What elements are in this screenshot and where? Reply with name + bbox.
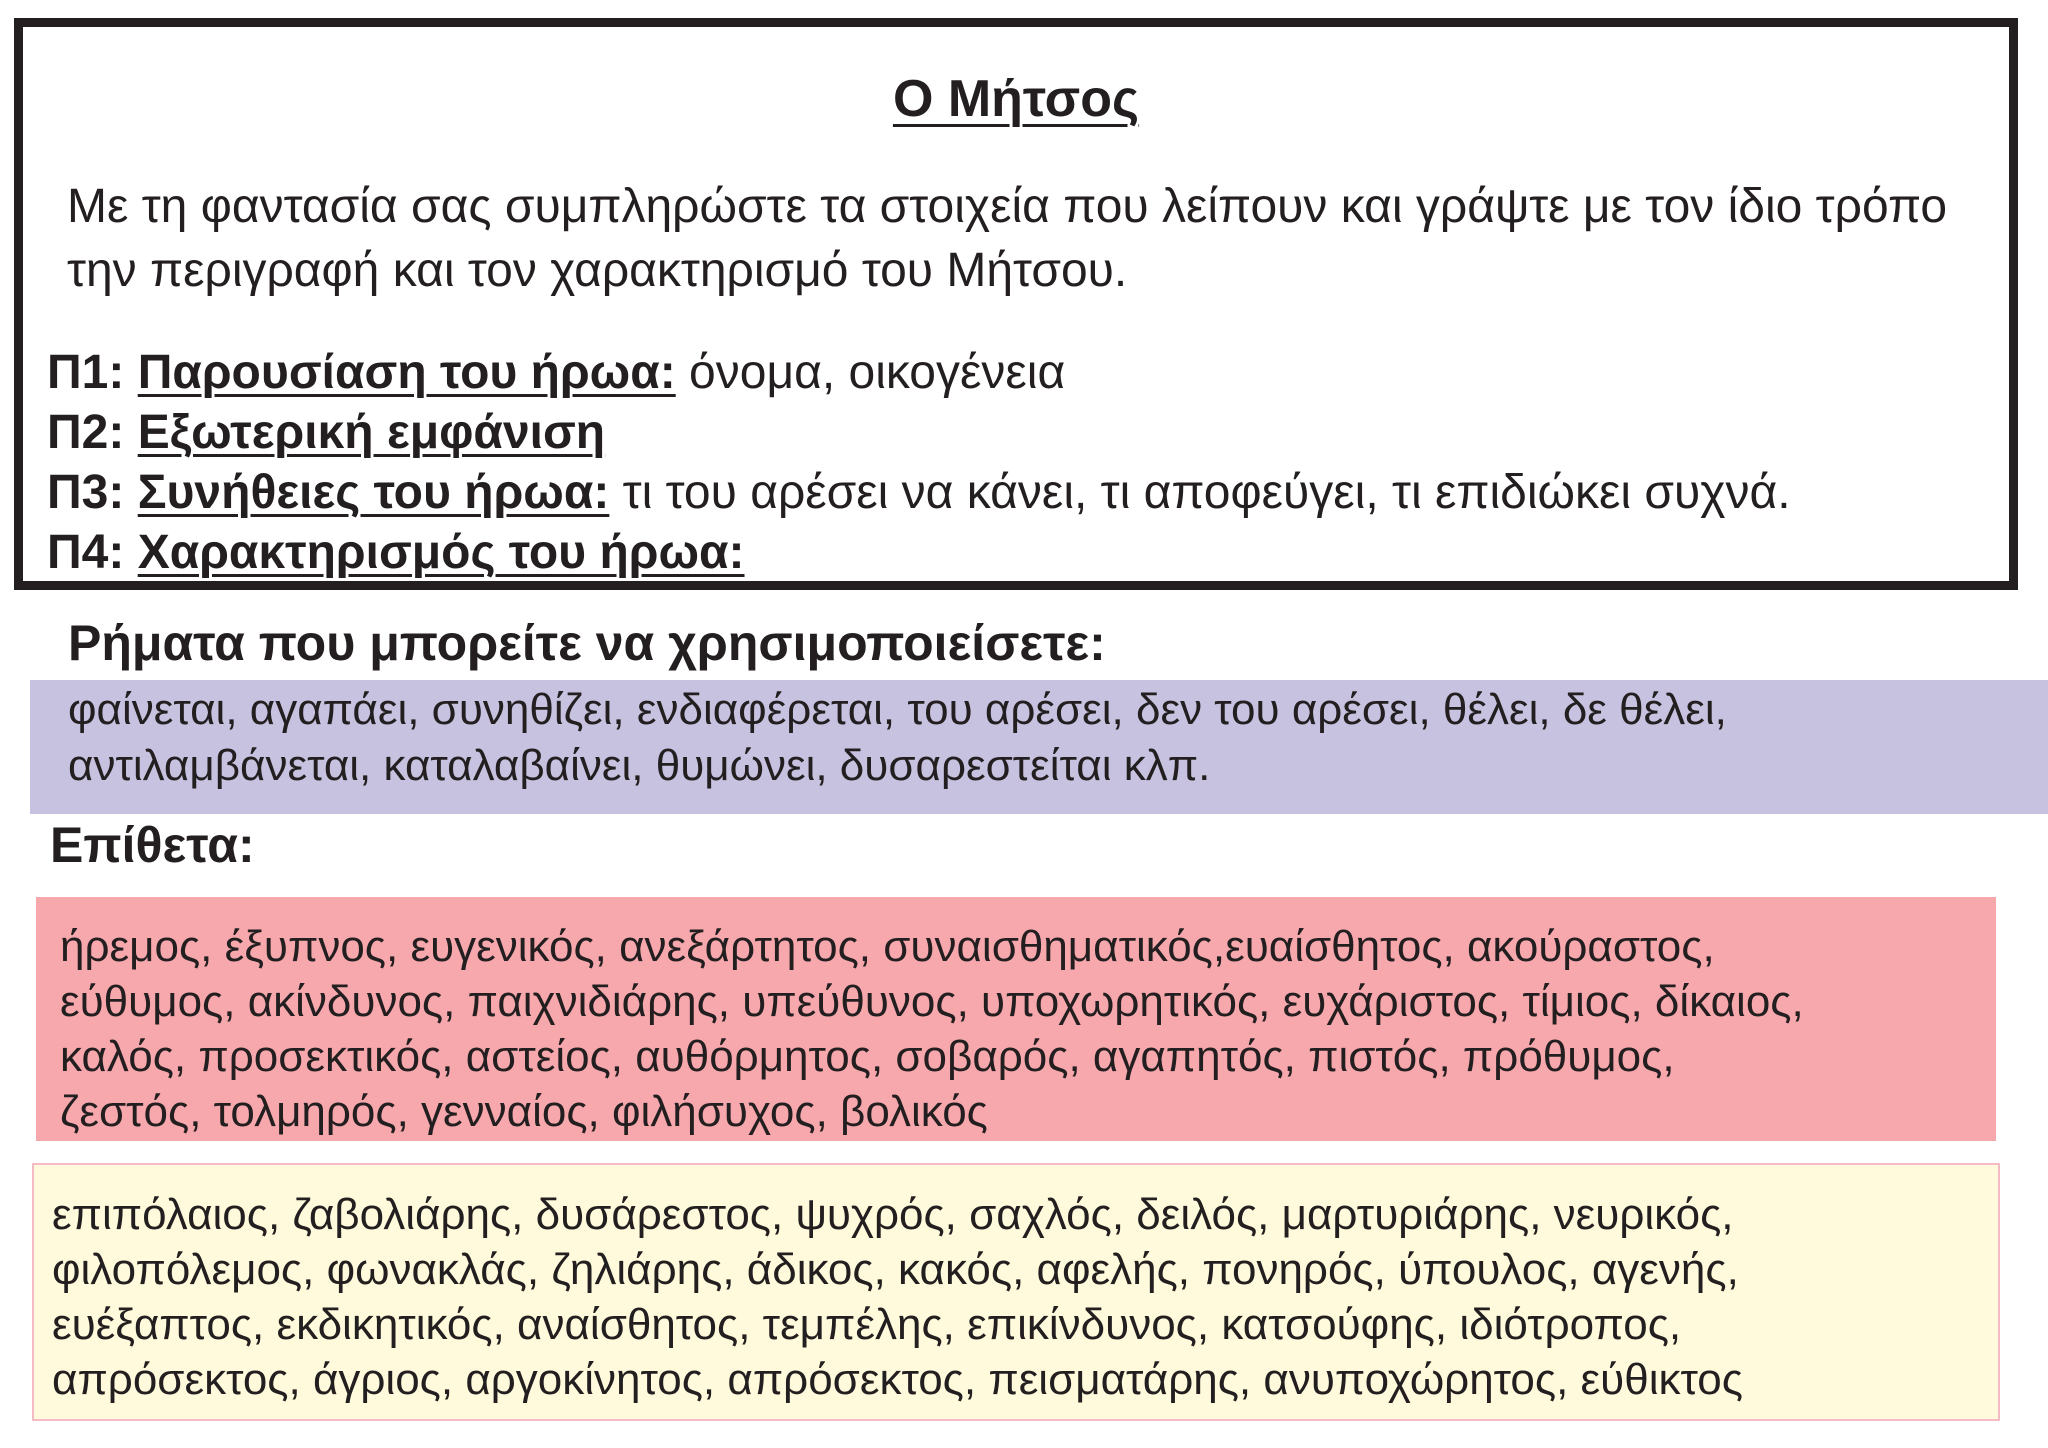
positive-adjectives-line: εύθυμος, ακίνδυνος, παιχνιδιάρης, υπεύθυνος, υποχωρητικός, ευχάριστος, τίμιος, δίκαιος,	[60, 977, 1804, 1026]
point-detail: όνομα, οικογένεια	[675, 346, 1066, 399]
point-code: Π3:	[47, 466, 125, 519]
point-code: Π2:	[47, 406, 125, 459]
point-detail: τι του αρέσει να κάνει, τι αποφεύγει, τι επιδιώκει συχνά.	[609, 466, 1791, 519]
worksheet-title: Ο Μήτσος	[892, 70, 1140, 128]
negative-adjectives-line: επιπόλαιος, ζαβολιάρης, δυσάρεστος, ψυχρός, σαχλός, δειλός, μαρτυριάρης, νευρικός,	[52, 1190, 1734, 1239]
positive-adjectives-line: ήρεμος, έξυπνος, ευγενικός, ανεξάρτητος, συναισθηματικός,ευαίσθητος, ακούραστος,	[60, 922, 1715, 971]
verbs-line: φαίνεται, αγαπάει, συνηθίζει, ενδιαφέρεται, του αρέσει, δεν του αρέσει, θέλει, δε θέλει,	[68, 685, 1727, 734]
point-heading: Συνήθειες του ήρωα:	[137, 466, 610, 519]
instructions-text: Με τη φαντασία σας συμπληρώστε τα στοιχεία που λείπουν και γράψτε με τον ίδιο τρόπο την περιγραφή και τον χαρακτηρισμό του Μήτσου.	[67, 180, 1948, 297]
point-p3	[47, 463, 2017, 523]
positive-adjectives-box	[36, 897, 1996, 1141]
negative-adjectives-line: ευέξαπτος, εκδικητικός, αναίσθητος, τεμπέλης, επικίνδυνος, κατσούφης, ιδιότροπος,	[52, 1300, 1682, 1349]
point-p2	[47, 403, 2017, 463]
verbs-line: αντιλαμβάνεται, καταλαβαίνει, θυμώνει, δυσαρεστείται κλπ.	[68, 741, 1211, 790]
adjectives-heading: Επίθετα:	[50, 817, 255, 873]
point-heading: Παρουσίαση του ήρωα:	[137, 346, 676, 399]
point-p4	[47, 523, 2017, 583]
negative-adjectives-box	[32, 1163, 2000, 1421]
positive-adjectives-line: ζεστός, τολμηρός, γενναίος, φιλήσυχος, βολικός	[60, 1087, 988, 1136]
verbs-box	[30, 680, 2048, 814]
point-code: Π1:	[47, 346, 125, 399]
negative-adjectives-line: απρόσεκτος, άγριος, αργοκίνητος, απρόσεκτος, πεισματάρης, ανυποχώρητος, εύθικτος	[52, 1355, 1743, 1404]
negative-adjectives-line: φιλοπόλεμος, φωνακλάς, ζηλιάρης, άδικος, κακός, αφελής, πονηρός, ύπουλος, αγενής,	[52, 1245, 1739, 1294]
task-box	[14, 18, 2018, 590]
paragraph-points-list	[47, 343, 2017, 583]
point-code: Π4:	[47, 526, 125, 579]
positive-adjectives-line: καλός, προσεκτικός, αστείος, αυθόρμητος, σοβαρός, αγαπητός, πιστός, πρόθυμος,	[60, 1032, 1675, 1081]
point-heading: Εξωτερική εμφάνιση	[137, 406, 606, 459]
verbs-heading: Ρήματα που μπορείτε να χρησιμοποιείσετε:	[68, 615, 1106, 671]
point-p1	[47, 343, 2017, 403]
point-heading: Χαρακτηρισμός του ήρωα:	[137, 526, 745, 579]
